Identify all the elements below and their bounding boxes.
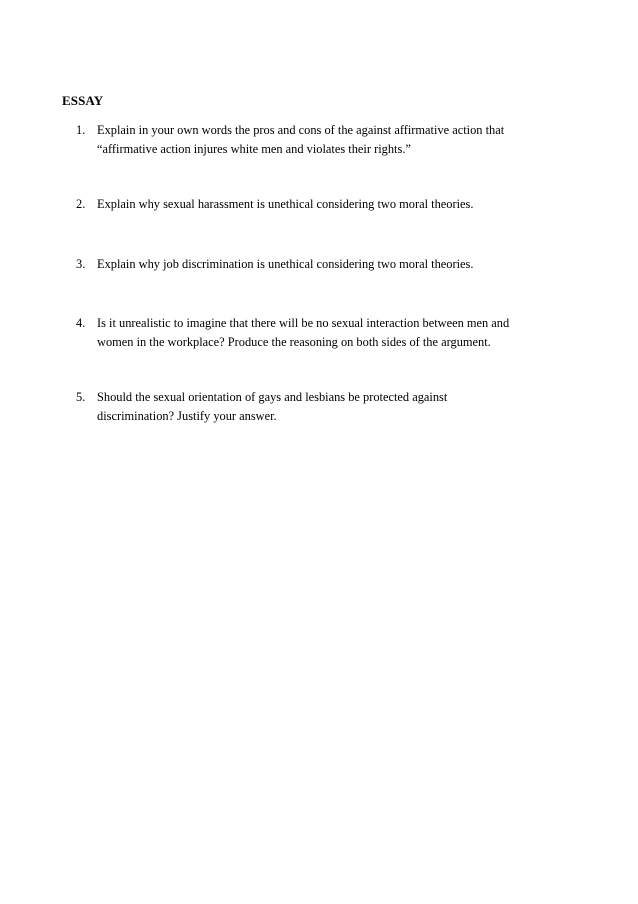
- question-text: [97, 388, 547, 426]
- essay-heading: ESSAY: [62, 93, 104, 108]
- question-text: [97, 255, 547, 274]
- question-number: 2.: [76, 197, 86, 211]
- question-line: Explain why job discrimination is unethical considering two moral theories.: [97, 257, 474, 271]
- question-line: Explain why sexual harassment is unethical considering two moral theories.: [97, 197, 474, 211]
- question-line: Should the sexual orientation of gays and lesbians be protected against: [97, 390, 448, 404]
- question-line: “affirmative action injures white men and violates their rights.”: [97, 142, 411, 156]
- question-line: Explain in your own words the pros and cons of the against affirmative action that: [97, 123, 505, 137]
- question-line: Is it unrealistic to imagine that there will be no sexual interaction between men and: [97, 316, 510, 330]
- question-number: 5.: [76, 390, 86, 404]
- question-line: women in the workplace? Produce the reasoning on both sides of the argument.: [97, 335, 491, 349]
- question-text: [97, 314, 547, 352]
- question-number: 4.: [76, 316, 86, 330]
- question-number: 3.: [76, 257, 86, 271]
- question-text: [97, 195, 547, 214]
- question-number: 1.: [76, 123, 86, 137]
- question-line: discrimination? Justify your answer.: [97, 409, 277, 423]
- question-text: [97, 121, 547, 159]
